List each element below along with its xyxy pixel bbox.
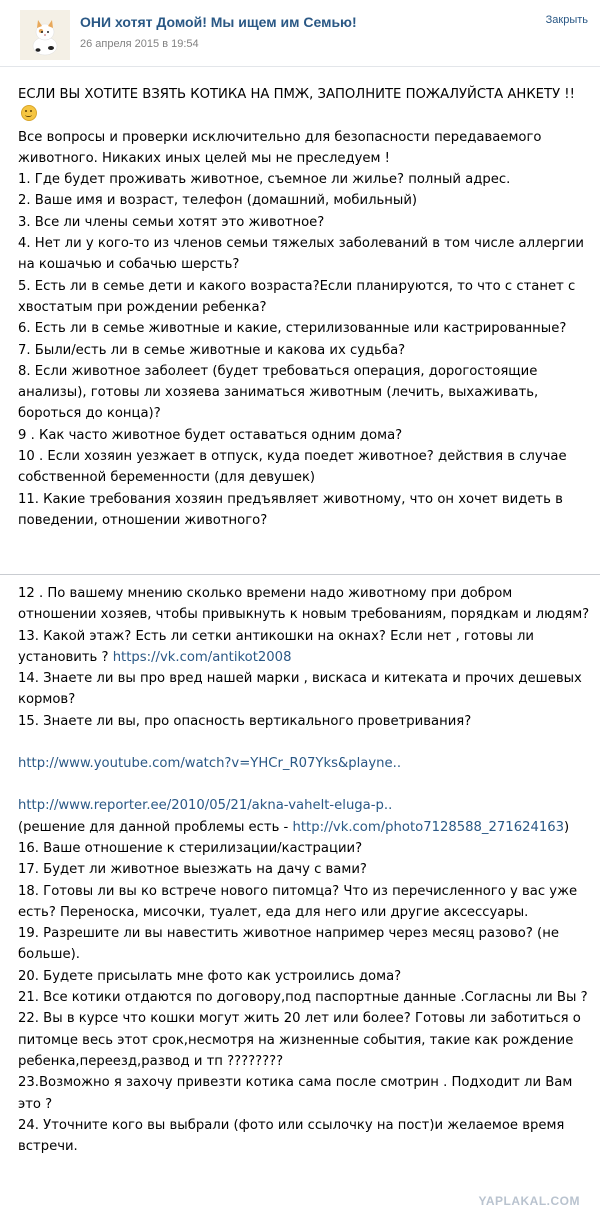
post-header [0,0,600,67]
solution-note [18,817,590,838]
solution-suffix: ) [564,819,570,835]
group-avatar[interactable] [20,10,70,60]
cat-photo-icon [20,10,70,60]
youtube-link[interactable] [18,753,590,774]
question-1: 1. Где будет проживать животное, съемное ли жилье? полный адрес. [18,172,511,188]
solution-prefix: (решение для данной проблемы есть - [18,819,293,835]
post-heading-text: ЕСЛИ ВЫ ХОТИТЕ ВЗЯТЬ КОТИКА НА ПМЖ, ЗАПОЛНИТЕ ПОЖАЛУЙСТА АНКЕТУ !! [18,87,575,102]
question-4: 4. Нет ли у кого-то из членов семьи тяжелых заболеваний в том числе аллергии на кошачью и собачью шерсть? [18,236,584,273]
reporter-link-text[interactable]: http://www.reporter.ee/2010/05/21/akna-vahelt-eluga-p.. [18,798,393,814]
question-13 [18,626,590,669]
antikot-link[interactable]: https://vk.com/antikot2008 [112,649,292,665]
post-intro: Все вопросы и проверки исключительно для безопасности передаваемого животного. Никаких иных целей мы не преследуем ! [18,129,542,166]
question-23: 23.Возможно я захочу привезти котика сама после смотрин . Подходит ли Вам это ? [18,1075,573,1112]
question-24: 24. Уточните кого вы выбрали (фото или ссылочку на пост)и желаемое время встречи. [18,1117,565,1155]
screenshot-seam-divider [0,574,600,575]
reporter-link[interactable] [18,795,590,816]
question-21: 21. Все котики отдаются по договору,под паспортные данные .Согласны ли Вы ? [18,990,588,1006]
post-text-top [18,84,590,531]
question-16: 16. Ваше отношение к стерилизации/кастрации? [18,840,363,856]
question-11: 11. Какие требования хозяин предъявляет животному, что он хочет видеть в поведении, отношении животного? [18,491,563,528]
question-5: 5. Есть ли в семье дети и какого возраста?Если планируются, то что с станет с хвостатым при рождении ребенка? [18,278,576,315]
question-15: 15. Знаете ли вы, про опасность вертикального проветривания? [18,713,472,729]
question-10: 10 . Если хозяин уезжает в отпуск, куда поедет животное? действия в случае собственной беременности (для девушек) [18,449,567,486]
question-22: 22. Вы в курсе что кошки могут жить 20 лет или более? Готовы ли заботиться о питомце весь этот срок,несмотря на жизненные события, такие как рождение ребенка,переезд,развод и тп ???????? [18,1011,581,1069]
question-19: 19. Разрешите ли вы навестить животное например через месяц разово? (не больше). [18,926,559,963]
question-6: 6. Есть ли в семье животные и какие, стерилизованные или кастрированные? [18,321,567,337]
close-button[interactable]: Закрыть [545,14,588,26]
spacer [18,774,590,795]
question-14: 14. Знаете ли вы про вред нашей марки , вискаса и китеката и прочих дешевых кормов? [18,671,582,708]
question-20: 20. Будете присылать мне фото как устроились дома? [18,968,402,984]
group-name-link[interactable]: ОНИ хотят Домой! Мы ищем им Семью! [80,14,357,30]
photo-link[interactable]: http://vk.com/photo7128588_271624163 [292,819,565,835]
watermark: YAPLAKAL.COM [478,1194,580,1208]
post-heading [18,84,590,127]
question-9: 9 . Как часто животное будет оставаться одним дома? [18,427,403,443]
post-text-bottom [18,583,590,1157]
spacer [18,732,590,753]
wink-smiley-icon [21,105,37,121]
question-12: 12 . По вашему мнению сколько времени надо животному при добром отношении хозяев, чтобы привыкнуть к новым требованиям, порядкам и людям? [18,586,590,623]
question-7: 7. Были/есть ли в семье животные и какова их судьба? [18,342,406,358]
question-17: 17. Будет ли животное выезжать на дачу с вами? [18,862,367,878]
question-2: 2. Ваше имя и возраст, телефон (домашний, мобильный) [18,193,418,209]
question-13-text: 13. Какой этаж? Есть ли сетки антикошки на окнах? Если нет , готовы ли установить ? [18,628,534,665]
question-8: 8. Если животное заболеет (будет требоваться операция, дорогостоящие анализы), готовы ли хозяева заниматься животным (лечить, выхаживать, бороться до конца)? [18,363,539,422]
youtube-link-text[interactable]: http://www.youtube.com/watch?v=YHCr_R07Yks&playne.. [18,756,402,772]
question-18: 18. Готовы ли вы ко встрече нового питомца? Что из перечисленного у вас уже есть? Переноска, мисочки, туалет, еда для него или другие аксессуары. [18,883,578,920]
question-3: 3. Все ли члены семьи хотят это животное? [18,214,325,230]
post-date[interactable]: 26 апреля 2015 в 19:54 [80,38,199,50]
